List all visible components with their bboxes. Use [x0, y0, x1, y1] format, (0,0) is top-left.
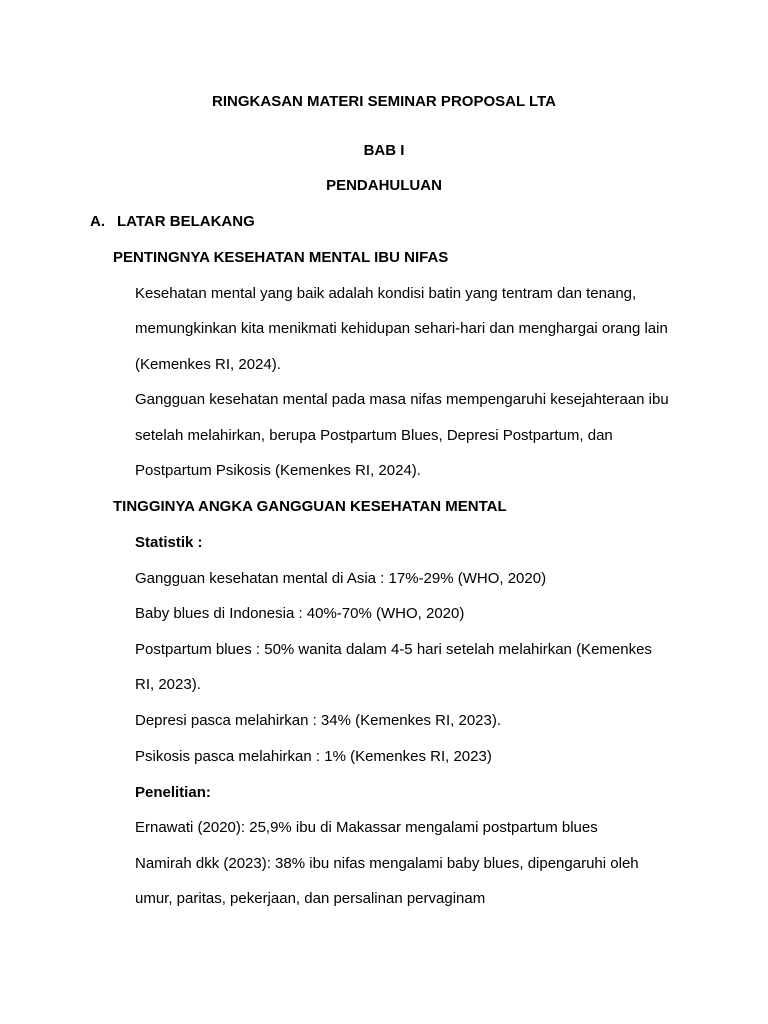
statistik-label: Statistik : — [135, 534, 203, 551]
statistik-line: Baby blues di Indonesia : 40%-70% (WHO, 2020) — [135, 605, 465, 622]
section-heading — [90, 212, 255, 232]
statistik-line: RI, 2023). — [135, 676, 201, 693]
paragraph-line: Gangguan kesehatan mental pada masa nifas mempengaruhi kesejahteraan ibu — [135, 391, 669, 408]
penelitian-label: Penelitian: — [135, 784, 211, 801]
penelitian-line: umur, paritas, pekerjaan, dan persalinan pervaginam — [135, 890, 486, 907]
penelitian-line: Namirah dkk (2023): 38% ibu nifas mengalami baby blues, dipengaruhi oleh — [135, 855, 639, 872]
section-title: LATAR BELAKANG — [117, 213, 255, 230]
statistik-line: Depresi pasca melahirkan : 34% (Kemenkes RI, 2023). — [135, 712, 502, 729]
section-letter: A. — [90, 213, 105, 230]
paragraph-line: Postpartum Psikosis (Kemenkes RI, 2024). — [135, 462, 421, 479]
penelitian-line: Ernawati (2020): 25,9% ibu di Makassar mengalami postpartum blues — [135, 819, 598, 836]
document-title: RINGKASAN MATERI SEMINAR PROPOSAL LTA — [212, 93, 556, 110]
chapter-title: PENDAHULUAN — [326, 177, 442, 194]
paragraph-line: Kesehatan mental yang baik adalah kondisi batin yang tentram dan tenang, — [135, 285, 637, 302]
statistik-line: Psikosis pasca melahirkan : 1% (Kemenkes RI, 2023) — [135, 748, 492, 765]
paragraph-line: memungkinkan kita menikmati kehidupan sehari-hari dan menghargai orang lain — [135, 320, 668, 337]
paragraph-line: (Kemenkes RI, 2024). — [135, 356, 281, 373]
subsection-heading-1: PENTINGNYA KESEHATAN MENTAL IBU NIFAS — [113, 249, 449, 266]
statistik-line: Gangguan kesehatan mental di Asia : 17%-29% (WHO, 2020) — [135, 570, 547, 587]
statistik-line: Postpartum blues : 50% wanita dalam 4-5 hari setelah melahirkan (Kemenkes — [135, 641, 652, 658]
chapter-number: BAB I — [363, 142, 405, 159]
paragraph-line: setelah melahirkan, berupa Postpartum Blues, Depresi Postpartum, dan — [135, 427, 613, 444]
subsection-heading-2: TINGGINYA ANGKA GANGGUAN KESEHATAN MENTAL — [113, 498, 507, 515]
